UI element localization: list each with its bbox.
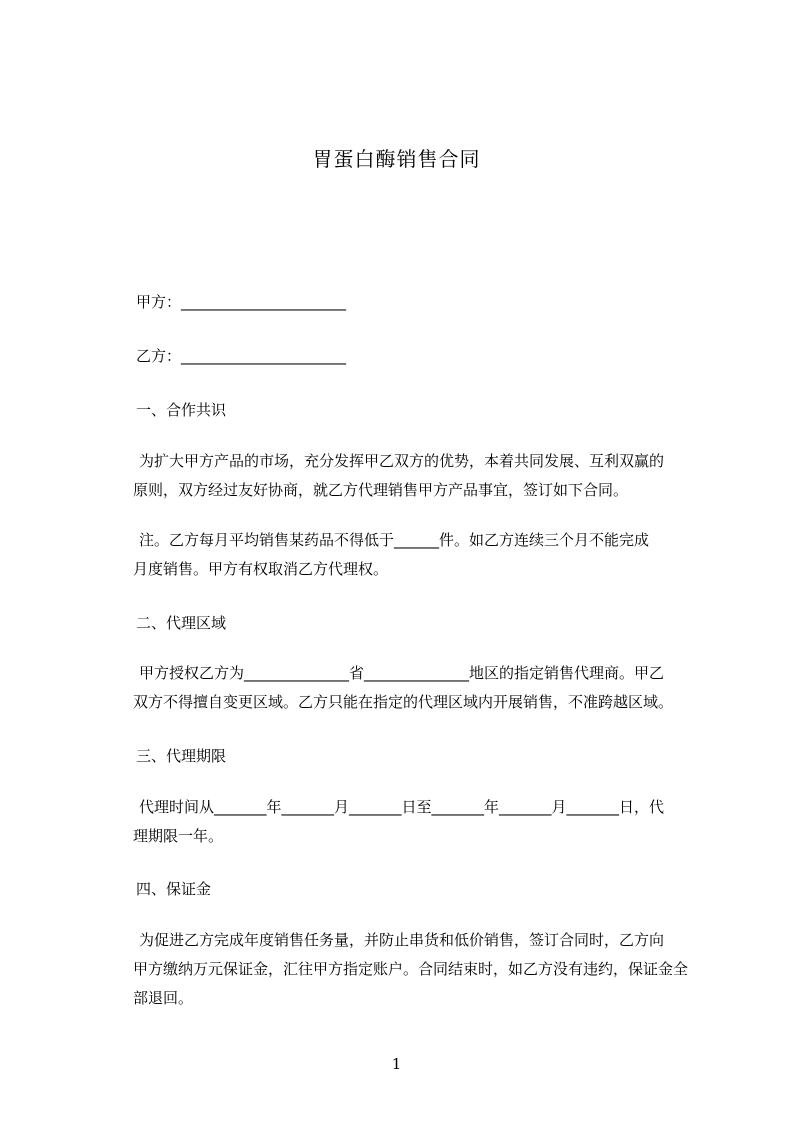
section-heading-deposit: 四、保证金 [136,880,212,898]
party-b-line: 乙方：______________________ [136,347,347,365]
paragraph-line: 为扩大甲方产品的市场，充分发挥甲乙双方的优势，本着共同发展、互利双赢的 [139,452,665,470]
document-title: 胃蛋白酶销售合同 [312,147,481,171]
paragraph-line: 甲方缴纳万元保证金，汇往甲方指定账户。合同结束时，如乙方没有违约，保证金全 [133,960,689,978]
paragraph-deposit [133,926,700,1013]
section-heading-region: 二、代理区域 [136,614,227,632]
paragraph-line: 代理时间从_______年_______月_______日至_______年_______月_______日，代 [139,798,665,816]
party-a-line: 甲方：______________________ [136,293,347,311]
paragraph-line: 理期限一年。 [133,827,224,845]
paragraph-term [133,793,700,851]
section-heading-cooperation: 一、合作共识 [136,401,227,419]
paragraph-line: 原则，双方经过友好协商，就乙方代理销售甲方产品事宜，签订如下合同。 [133,481,629,499]
page-number: 1 [391,1055,402,1073]
paragraph-line: 月度销售。甲方有权取消乙方代理权。 [133,560,389,578]
paragraph-line: 为促进乙方完成年度销售任务量，并防止串货和低价销售，签订合同时，乙方向 [139,931,665,949]
section-heading-term: 三、代理期限 [136,747,227,765]
paragraph-line: 注。乙方每月平均销售某药品不得低于______件。如乙方连续三个月不能完成 [139,531,650,549]
paragraph-line: 双方不得擅自变更区域。乙方只能在指定的代理区域内开展销售，不准跨越区域。 [133,693,674,711]
paragraph-line: 甲方授权乙方为______________省______________地区的指定销售代理商。甲乙 [139,664,665,682]
paragraph-region [133,659,700,717]
paragraph-line: 部退回。 [133,989,194,1007]
paragraph-sales-minimum [133,526,700,584]
paragraph-cooperation-intro [133,447,700,505]
